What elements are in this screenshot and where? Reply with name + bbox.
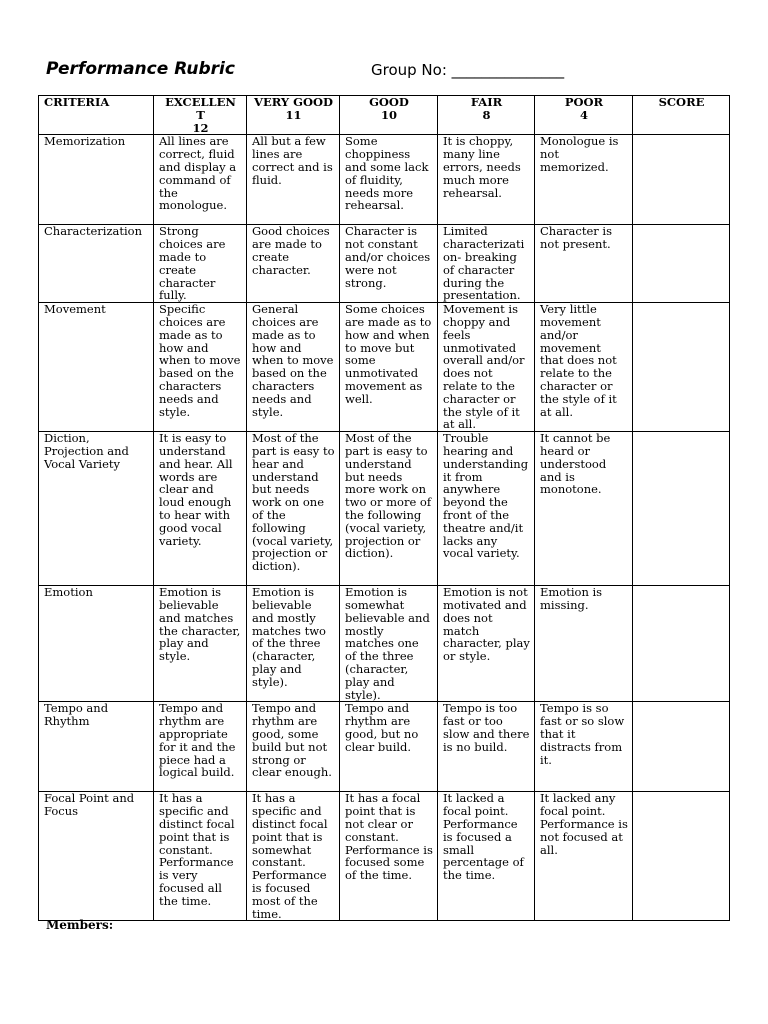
cell-very-good: Most of the part is easy to hear and understand but needs work on one of the following (vocal variety, projection or diction).: [247, 432, 340, 586]
points-poor: 4: [579, 107, 588, 122]
table-row: [39, 586, 730, 702]
table-row: [39, 225, 730, 303]
table-row: [39, 303, 730, 432]
group-number-field: Group No: _______________: [371, 61, 565, 79]
criterion-cell: Memorization: [39, 135, 154, 225]
score-cell: [633, 225, 730, 303]
cell-very-good: Tempo and rhythm are good, some build but not strong or clear enough.: [247, 702, 340, 792]
cell-poor: Tempo is so fast or so slow that it distracts from it.: [535, 702, 633, 792]
cell-good: It has a focal point that is not clear or constant. Performance is focused some of the time.: [340, 792, 438, 921]
cell-good: Some choppiness and some lack of fluidity, needs more rehearsal.: [340, 135, 438, 225]
column-header-fair: FAIR 8: [438, 96, 535, 135]
cell-poor: It cannot be heard or understood and is monotone.: [535, 432, 633, 586]
cell-fair: It lacked a focal point. Performance is focused a small percentage of the time.: [438, 792, 535, 921]
cell-excellent: Emotion is believable and matches the character, play and style.: [154, 586, 247, 702]
cell-good: Character is not constant and/or choices were not strong.: [340, 225, 438, 303]
cell-good: Some choices are made as to how and when to move but some unmotivated movement as well.: [340, 303, 438, 432]
criterion-cell: Characterization: [39, 225, 154, 303]
criterion-cell: Diction, Projection and Vocal Variety: [39, 432, 154, 586]
cell-very-good: All but a few lines are correct and is fluid.: [247, 135, 340, 225]
cell-very-good: It has a specific and distinct focal point that is somewhat constant. Performance is focused most of the time.: [247, 792, 340, 921]
cell-excellent: Strong choices are made to create character fully.: [154, 225, 247, 303]
cell-fair: It is choppy, many line errors, needs much more rehearsal.: [438, 135, 535, 225]
criterion-cell: Emotion: [39, 586, 154, 702]
cell-very-good: Emotion is believable and mostly matches two of the three (character, play and style).: [247, 586, 340, 702]
cell-excellent: All lines are correct, fluid and display a command of the monologue.: [154, 135, 247, 225]
points-excellent: 12: [192, 120, 209, 135]
cell-very-good: General choices are made as to how and when to move based on the characters needs and style.: [247, 303, 340, 432]
points-very-good: 11: [285, 107, 302, 122]
cell-excellent: It has a specific and distinct focal point that is constant. Performance is very focused all the time.: [154, 792, 247, 921]
page-title: Performance Rubric: [46, 59, 235, 79]
cell-good: Most of the part is easy to understand but needs more work on two or more of the following (vocal variety, projection or diction).: [340, 432, 438, 586]
score-cell: [633, 702, 730, 792]
cell-poor: Monologue is not memorized.: [535, 135, 633, 225]
table-row: [39, 702, 730, 792]
score-cell: [633, 792, 730, 921]
table-row: [39, 792, 730, 921]
cell-poor: It lacked any focal point. Performance is not focused at all.: [535, 792, 633, 921]
cell-excellent: Specific choices are made as to how and when to move based on the characters needs and style.: [154, 303, 247, 432]
cell-good: Emotion is somewhat believable and mostly matches one of the three (character, play and style).: [340, 586, 438, 702]
members-label: Members:: [46, 918, 114, 932]
cell-poor: Character is not present.: [535, 225, 633, 303]
cell-poor: Very little movement and/or movement that does not relate to the character or the style of it at all.: [535, 303, 633, 432]
cell-fair: Emotion is not motivated and does not match character, play or style.: [438, 586, 535, 702]
cell-fair: Tempo is too fast or too slow and there is no build.: [438, 702, 535, 792]
score-cell: [633, 303, 730, 432]
column-header-score: SCORE: [633, 96, 730, 135]
score-cell: [633, 135, 730, 225]
rubric-table: [38, 95, 730, 921]
column-header-excellent: EXCELLEN T 12: [154, 96, 247, 135]
cell-fair: Trouble hearing and understanding it from anywhere beyond the front of the theatre and/it lacks any vocal variety.: [438, 432, 535, 586]
criterion-cell: Movement: [39, 303, 154, 432]
cell-good: Tempo and rhythm are good, but no clear build.: [340, 702, 438, 792]
cell-fair: Movement is choppy and feels unmotivated overall and/or does not relate to the character or the style of it at all.: [438, 303, 535, 432]
criterion-cell: Tempo and Rhythm: [39, 702, 154, 792]
table-row: [39, 135, 730, 225]
cell-excellent: It is easy to understand and hear. All words are clear and loud enough to hear with good vocal variety.: [154, 432, 247, 586]
score-cell: [633, 432, 730, 586]
column-header-good: GOOD 10: [340, 96, 438, 135]
column-header-criteria: CRITERIA: [39, 96, 154, 135]
table-row: [39, 432, 730, 586]
cell-excellent: Tempo and rhythm are appropriate for it and the piece had a logical build.: [154, 702, 247, 792]
points-good: 10: [380, 107, 397, 122]
points-fair: 8: [482, 107, 491, 122]
column-header-poor: POOR 4: [535, 96, 633, 135]
score-cell: [633, 586, 730, 702]
header-row: [39, 96, 730, 135]
column-header-very-good: VERY GOOD 11: [247, 96, 340, 135]
cell-fair: Limited characterization- breaking of character during the presentation.: [438, 225, 535, 303]
cell-poor: Emotion is missing.: [535, 586, 633, 702]
criterion-cell: Focal Point and Focus: [39, 792, 154, 921]
cell-very-good: Good choices are made to create character.: [247, 225, 340, 303]
